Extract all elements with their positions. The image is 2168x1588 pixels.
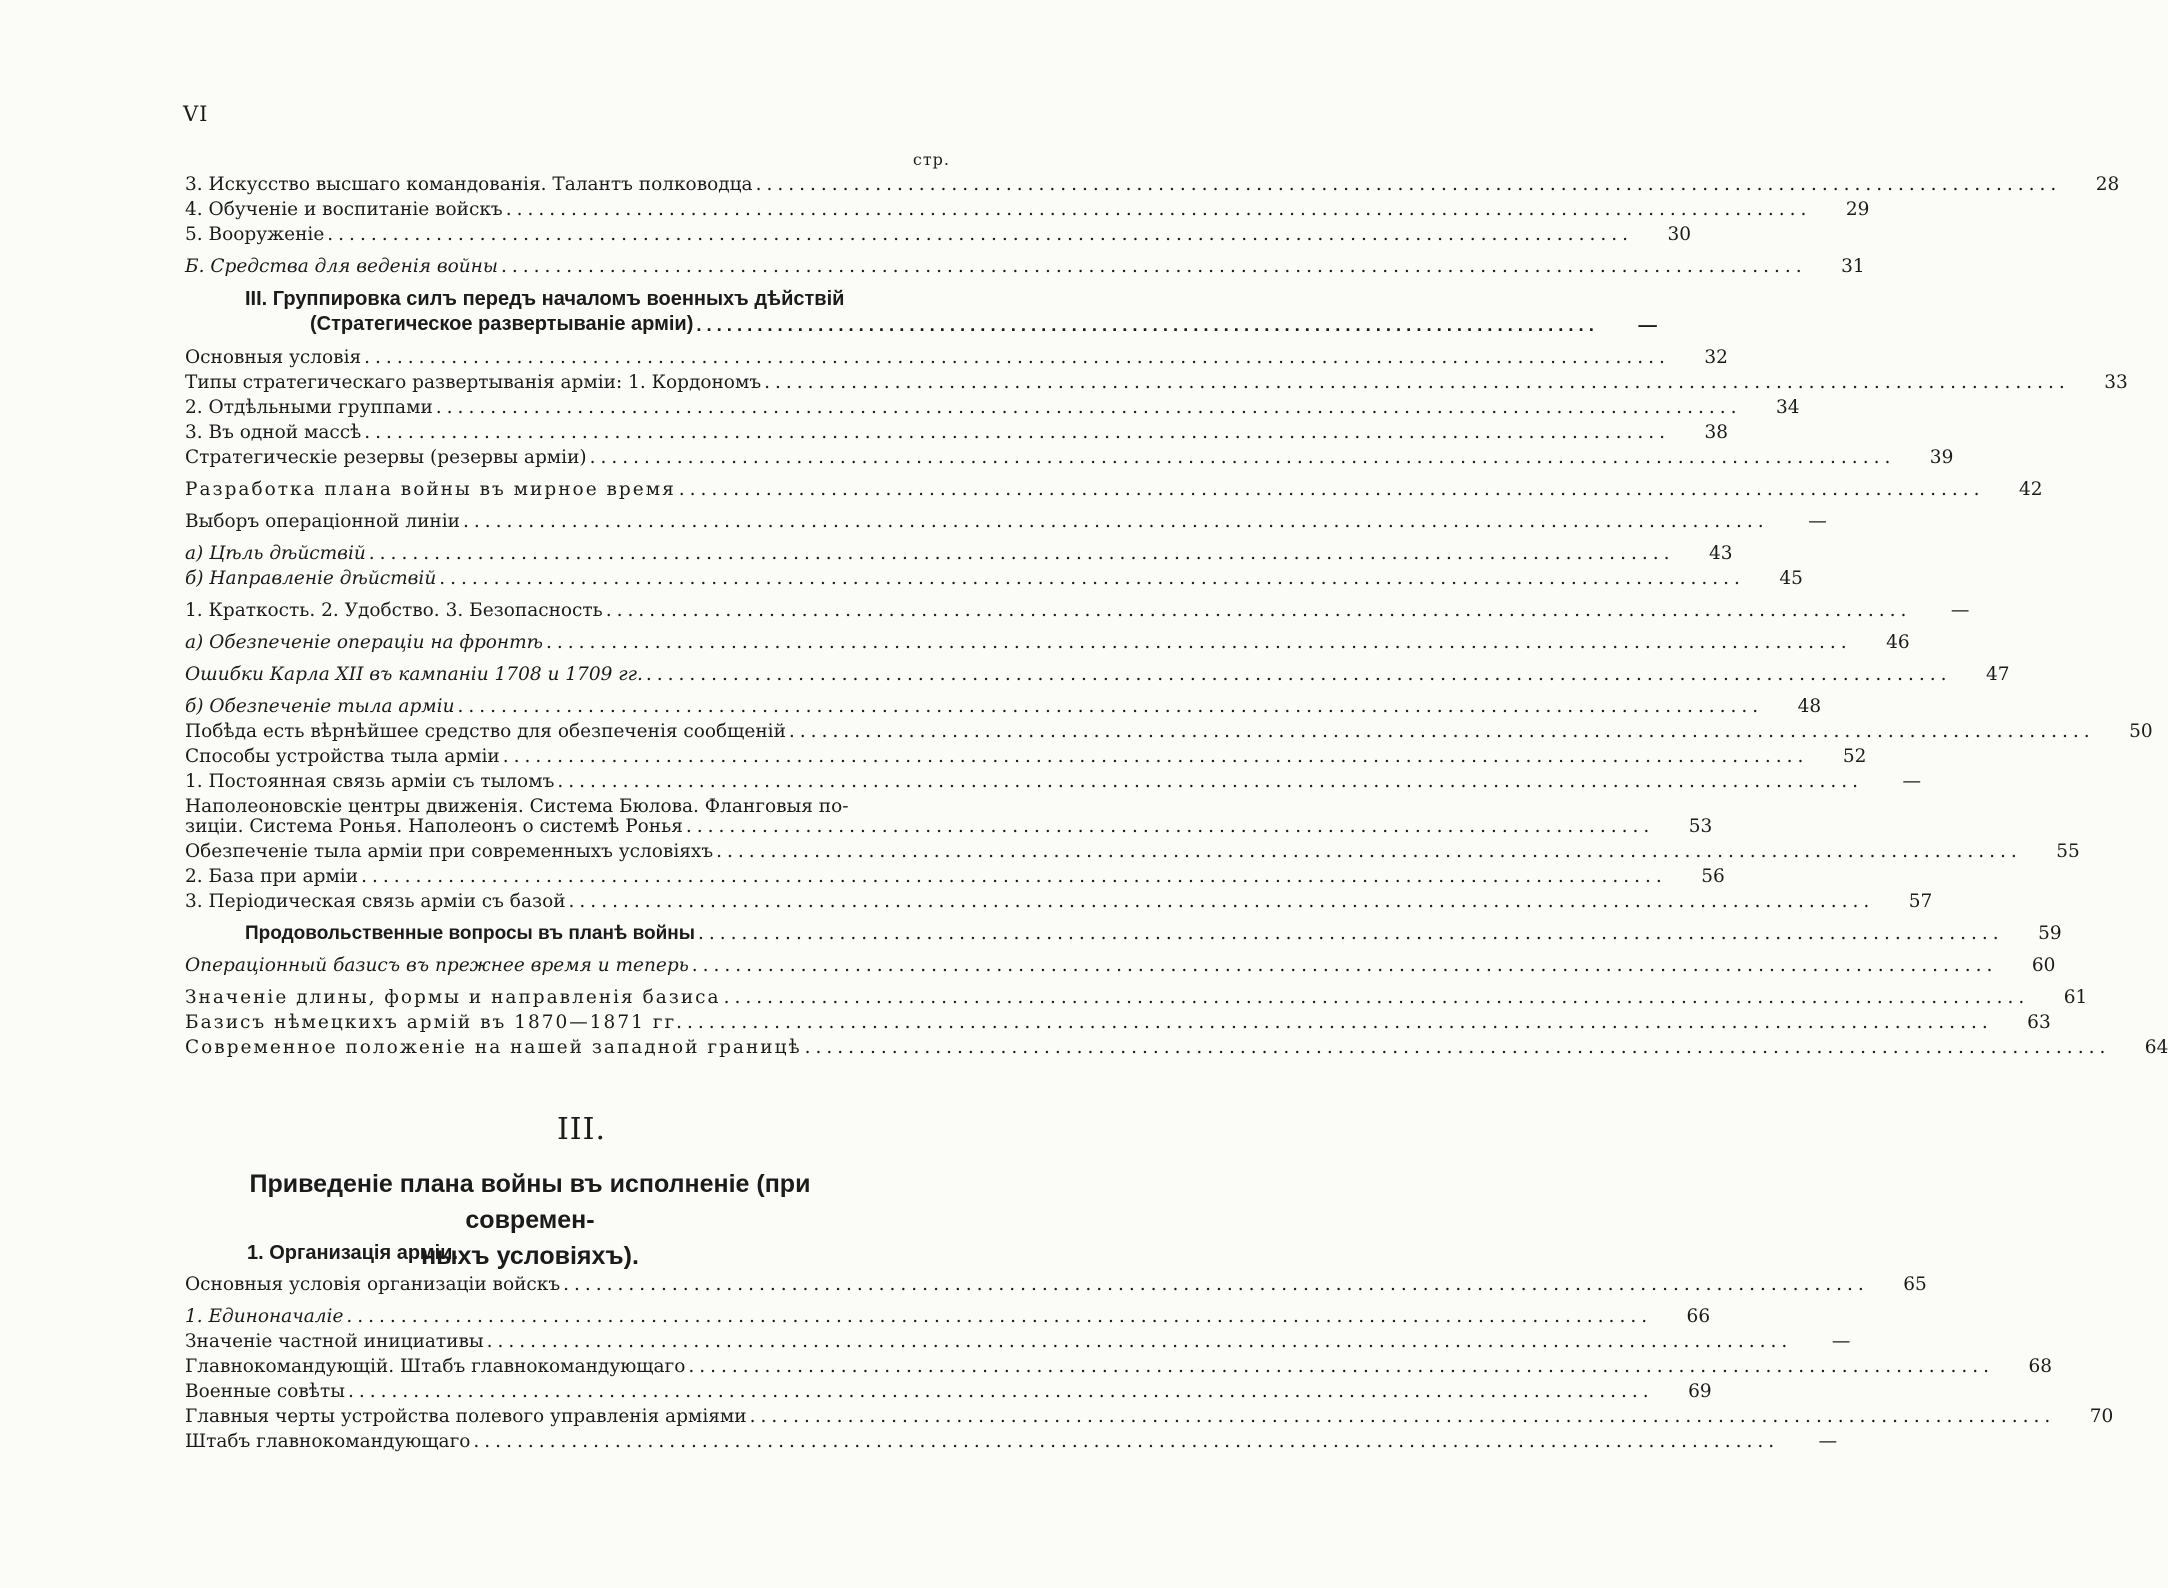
toc-entry-text: 3. Въ одной массѣ bbox=[185, 422, 362, 443]
toc-group-1 bbox=[185, 172, 2120, 279]
toc-leader-dots: ........................................................................................................................ bbox=[364, 347, 1670, 368]
page-number: VI bbox=[183, 102, 209, 126]
toc-entry-text: Разработка плана войны въ мирное время bbox=[185, 479, 676, 500]
toc-entry-text: Главныя черты устройства полевого управленія арміями bbox=[185, 1406, 747, 1427]
toc-page-ref: 33 bbox=[2104, 372, 2128, 393]
toc-page-ref: 70 bbox=[2089, 1406, 2114, 1427]
toc-page-ref: 47 bbox=[1985, 664, 2010, 685]
toc-page-ref: 66 bbox=[1686, 1306, 1711, 1327]
toc-entry bbox=[185, 719, 2153, 744]
toc-page-ref: 29 bbox=[1845, 199, 1870, 220]
toc-group-2 bbox=[185, 345, 2153, 794]
toc-entry-text: Продовольственные вопросы въ планѣ войны bbox=[245, 923, 696, 944]
toc-entry-text: б) Обезпеченіе тыла арміи bbox=[185, 696, 455, 717]
toc-page-ref: 45 bbox=[1779, 568, 1803, 589]
toc-page-ref: — bbox=[1638, 314, 1657, 335]
toc-leader-dots: ........................................................................................................................ bbox=[457, 696, 1764, 717]
toc-entry-text: Современное положеніе на нашей западной границѣ bbox=[185, 1037, 802, 1058]
toc-leader-dots: ........................................................................................................................ bbox=[755, 174, 2062, 195]
toc-entry-text: 5. Вооруженіе bbox=[185, 224, 325, 245]
toc-entry bbox=[185, 839, 2080, 864]
toc-leader-dots: ........................................................................................................................ bbox=[716, 841, 2022, 862]
toc-page-ref: 43 bbox=[1708, 543, 1733, 564]
toc-page-ref: 59 bbox=[2038, 923, 2062, 944]
toc-entry bbox=[185, 985, 2088, 1010]
toc-entry bbox=[185, 1035, 2168, 1060]
toc-entry bbox=[185, 1010, 2051, 1035]
toc-entry-text: 3. Періодическая связь арміи съ базой bbox=[185, 891, 566, 912]
toc-page-ref: — bbox=[1831, 1331, 1851, 1352]
toc-leader-dots: ........................................................................................................................ bbox=[557, 771, 1864, 792]
toc-leader-dots: ........................................................................................................................ bbox=[687, 1012, 1993, 1033]
toc-leader-dots: ........................................................................................................................ bbox=[327, 224, 1633, 245]
toc-entry bbox=[185, 1329, 1851, 1354]
toc-entry bbox=[185, 1429, 1838, 1454]
toc-leader-dots: ........................................................................................................................ bbox=[605, 600, 1912, 621]
toc-entry-text: зиціи. Система Ронья. Наполеонъ о системѣ Ронья bbox=[185, 816, 683, 837]
toc-leader-dots: ........................................................................................................................ bbox=[545, 632, 1852, 653]
toc-leader-dots: ........................................................................................................................ bbox=[568, 891, 1875, 912]
toc-leader-dots: ........................................................................................................................ bbox=[563, 1274, 1869, 1295]
toc-leader-dots: ........................................................................................................................ bbox=[500, 256, 1807, 277]
toc-page-ref: 34 bbox=[1775, 397, 1800, 418]
toc-leader-dots: ........................................................................................................................ bbox=[368, 543, 1675, 564]
toc-leader-dots: ........................................................................................................................ bbox=[346, 1306, 1653, 1327]
toc-page-ref: 28 bbox=[2095, 174, 2120, 195]
toc-page-ref: 50 bbox=[2129, 721, 2153, 742]
toc-entry bbox=[185, 598, 1970, 623]
toc-entry bbox=[185, 477, 2043, 502]
toc-entry-text: Значеніе частной инициативы bbox=[185, 1331, 484, 1352]
toc-entry-text: 2. Отдѣльными группами bbox=[185, 397, 433, 418]
toc-group-3 bbox=[185, 839, 2168, 1060]
toc-entry-text: 1. Единоначаліе bbox=[185, 1306, 344, 1327]
toc-leader-dots: ......................................................................................... bbox=[685, 816, 1655, 837]
section-roman-numeral: III. bbox=[556, 1112, 607, 1147]
toc-page-ref: 46 bbox=[1886, 632, 1910, 653]
toc-entry bbox=[185, 509, 1827, 534]
toc-page-ref: 55 bbox=[2056, 841, 2080, 862]
toc-entry bbox=[185, 1404, 2114, 1429]
toc-group-4 bbox=[185, 1272, 2114, 1454]
toc-leader-dots: ........................................................................................................................ bbox=[749, 1406, 2056, 1427]
toc-leader-dots: ........................................................................................................................ bbox=[678, 479, 1985, 500]
toc-entry bbox=[185, 769, 1922, 794]
toc-leader-dots: ........................................................................................................................ bbox=[788, 721, 2095, 742]
toc-page-ref: — bbox=[1902, 771, 1922, 792]
toc-leader-dots: ........................................................................................................................ bbox=[505, 199, 1812, 220]
toc-leader-dots: ........................................................................................................................ bbox=[361, 866, 1667, 887]
toc-entry-text: Операціонный базисъ въ прежнее время и теперь bbox=[185, 955, 689, 976]
toc-page-ref: — bbox=[1818, 1431, 1838, 1452]
table-of-contents-lower bbox=[185, 1272, 2114, 1454]
toc-entry-text: Основныя условія bbox=[185, 347, 362, 368]
toc-entry bbox=[185, 1379, 1712, 1404]
toc-leader-dots: ........................................................................................................................ bbox=[804, 1037, 2111, 1058]
toc-entry bbox=[185, 889, 1933, 914]
toc-entry-text: Б. Средства для веденія войны bbox=[185, 256, 498, 277]
toc-leader-dots: ........................................................................................................................ bbox=[688, 1356, 1995, 1377]
toc-entry-napoleon bbox=[185, 794, 1713, 839]
toc-entry-text: 3. Искусство высшаго командованія. Талантъ полководца bbox=[185, 174, 753, 195]
toc-entry-text: 4. Обученіе и воспитаніе войскъ bbox=[185, 199, 503, 220]
toc-leader-dots: ........................................................................................................................ bbox=[473, 1431, 1780, 1452]
toc-entry bbox=[185, 541, 1733, 566]
toc-page-ref: 68 bbox=[2028, 1356, 2053, 1377]
section-title-line1: Приведеніе плана войны въ исполненіе (при современ- bbox=[249, 1170, 811, 1234]
toc-entry bbox=[185, 864, 1725, 889]
toc-entry-text: Способы устройства тыла арміи bbox=[185, 746, 500, 767]
toc-leader-dots: ........................................................................................................................ bbox=[502, 746, 1809, 767]
toc-entry-text: Ошибки Карла XII въ кампаніи 1708 и 1709 гг. bbox=[185, 664, 643, 685]
toc-entry bbox=[185, 1304, 1711, 1329]
toc-page-ref: 64 bbox=[2144, 1037, 2168, 1058]
chapter-heading-line2: (Стратегическое развертываніе арміи) bbox=[310, 313, 694, 335]
toc-leader-dots: ........................................................................................................................ bbox=[364, 422, 1670, 443]
toc-entry-text: а) Цѣль дѣйствій bbox=[185, 543, 366, 564]
toc-leader-dots: ........................................................................................................................ bbox=[723, 987, 2030, 1008]
toc-entry-text: Обезпеченіе тыла арміи при современныхъ условіяхъ bbox=[185, 841, 714, 862]
toc-entry-text: Основныя условія организаціи войскъ bbox=[185, 1274, 561, 1295]
toc-leader-dots: ........................................................................................................................ bbox=[486, 1331, 1793, 1352]
toc-page-ref: 52 bbox=[1842, 746, 1867, 767]
toc-entry-text: 1. Постоянная связь арміи съ тыломъ bbox=[185, 771, 555, 792]
toc-entry bbox=[185, 566, 1803, 591]
toc-entry-text: а) Обезпеченіе операціи на фронтѣ bbox=[185, 632, 543, 653]
toc-entry-text: Побѣда есть вѣрнѣйшее средство для обезпеченія сообщеній bbox=[185, 721, 786, 742]
toc-entry-text: Штабъ главнокомандующаго bbox=[185, 1431, 471, 1452]
toc-entry-text: Наполеоновскіе центры движенія. Система Бюлова. Фланговыя по- bbox=[185, 796, 849, 817]
toc-page-ref: 60 bbox=[2031, 955, 2056, 976]
page-column-header: стр. bbox=[912, 150, 950, 169]
toc-entry-text: Выборъ операціонной линіи bbox=[185, 511, 460, 532]
toc-leader-dots: ........................................................................................................................ bbox=[764, 372, 2070, 393]
toc-page-ref: 38 bbox=[1704, 422, 1728, 443]
toc-leader-dots: ........................................................................................................................ bbox=[698, 923, 2004, 944]
toc-leader-dots: ......................................................................................... bbox=[696, 314, 1599, 335]
toc-entry bbox=[185, 1354, 2053, 1379]
toc-leader-dots: ........................................................................................................................ bbox=[435, 397, 1742, 418]
toc-page-ref: — bbox=[1950, 600, 1970, 621]
toc-entry-text: Значеніе длины, формы и направленія базиса bbox=[185, 987, 721, 1008]
toc-page-ref: 30 bbox=[1667, 224, 1691, 245]
toc-page-ref: 53 bbox=[1688, 816, 1713, 837]
toc-page-ref: — bbox=[1808, 511, 1827, 532]
toc-page-ref: 61 bbox=[2063, 987, 2088, 1008]
toc-page-ref: 42 bbox=[2018, 479, 2043, 500]
toc-entry bbox=[185, 197, 1870, 222]
toc-page-ref: 32 bbox=[1704, 347, 1728, 368]
section-subheading: 1. Организація арміи. bbox=[247, 1242, 458, 1264]
toc-entry bbox=[185, 222, 1691, 247]
toc-leader-dots: ........................................................................................................................ bbox=[347, 1381, 1654, 1402]
toc-entry-text: Главнокомандующій. Штабъ главнокомандующаго bbox=[185, 1356, 686, 1377]
toc-entry bbox=[185, 445, 1954, 470]
toc-leader-dots: ........................................................................................................................ bbox=[691, 955, 1998, 976]
toc-entry bbox=[185, 172, 2120, 197]
toc-leader-dots: ........................................................................................................................ bbox=[463, 511, 1769, 532]
toc-entry-text: 2. База при арміи bbox=[185, 866, 359, 887]
toc-page-ref: 63 bbox=[2027, 1012, 2051, 1033]
table-of-contents-upper bbox=[185, 150, 2168, 1060]
toc-entry bbox=[185, 420, 1728, 445]
toc-entry-text: Стратегическіе резервы (резервы арміи) bbox=[185, 447, 587, 468]
toc-page-ref: 65 bbox=[1903, 1274, 1927, 1295]
toc-entry bbox=[185, 953, 2056, 978]
toc-entry bbox=[185, 254, 1865, 279]
toc-entry bbox=[185, 744, 1867, 769]
toc-entry bbox=[185, 694, 1822, 719]
toc-page-ref: 48 bbox=[1797, 696, 1822, 717]
chapter-heading-line1: III. Группировка силъ передъ началомъ военныхъ дѣйствій bbox=[245, 288, 845, 310]
toc-entry bbox=[185, 370, 2128, 395]
toc-entry bbox=[185, 921, 2062, 946]
toc-page-ref: 57 bbox=[1908, 891, 1933, 912]
toc-entry-text: Базисъ нѣмецкихъ армій въ 1870—1871 гг. bbox=[185, 1012, 685, 1033]
toc-leader-dots: ........................................................................................................................ bbox=[589, 447, 1896, 468]
toc-entry bbox=[185, 345, 1728, 370]
toc-entry bbox=[185, 1272, 1927, 1297]
toc-leader-dots: ........................................................................................................................ bbox=[439, 568, 1745, 589]
toc-entry-text: Военные совѣты bbox=[185, 1381, 345, 1402]
toc-page-ref: 39 bbox=[1929, 447, 1954, 468]
toc-entry-text: Типы стратегическаго развертыванія арміи: 1. Кордономъ bbox=[185, 372, 762, 393]
toc-leader-dots: ........................................................................................................................ bbox=[645, 664, 1952, 685]
toc-page-ref: 56 bbox=[1701, 866, 1725, 887]
toc-entry-text: 1. Краткость. 2. Удобство. 3. Безопасность bbox=[185, 600, 603, 621]
toc-page-ref: 31 bbox=[1841, 256, 1865, 277]
toc-entry bbox=[185, 662, 2010, 687]
toc-entry bbox=[185, 630, 1910, 655]
toc-entry-text: б) Направленіе дѣйствій bbox=[185, 568, 437, 589]
chapter-heading-iii-grouping bbox=[245, 287, 1657, 337]
toc-page-ref: 69 bbox=[1688, 1381, 1712, 1402]
section-title-line2: ныхъ условіяхъ). bbox=[421, 1242, 639, 1270]
toc-entry bbox=[185, 395, 1800, 420]
